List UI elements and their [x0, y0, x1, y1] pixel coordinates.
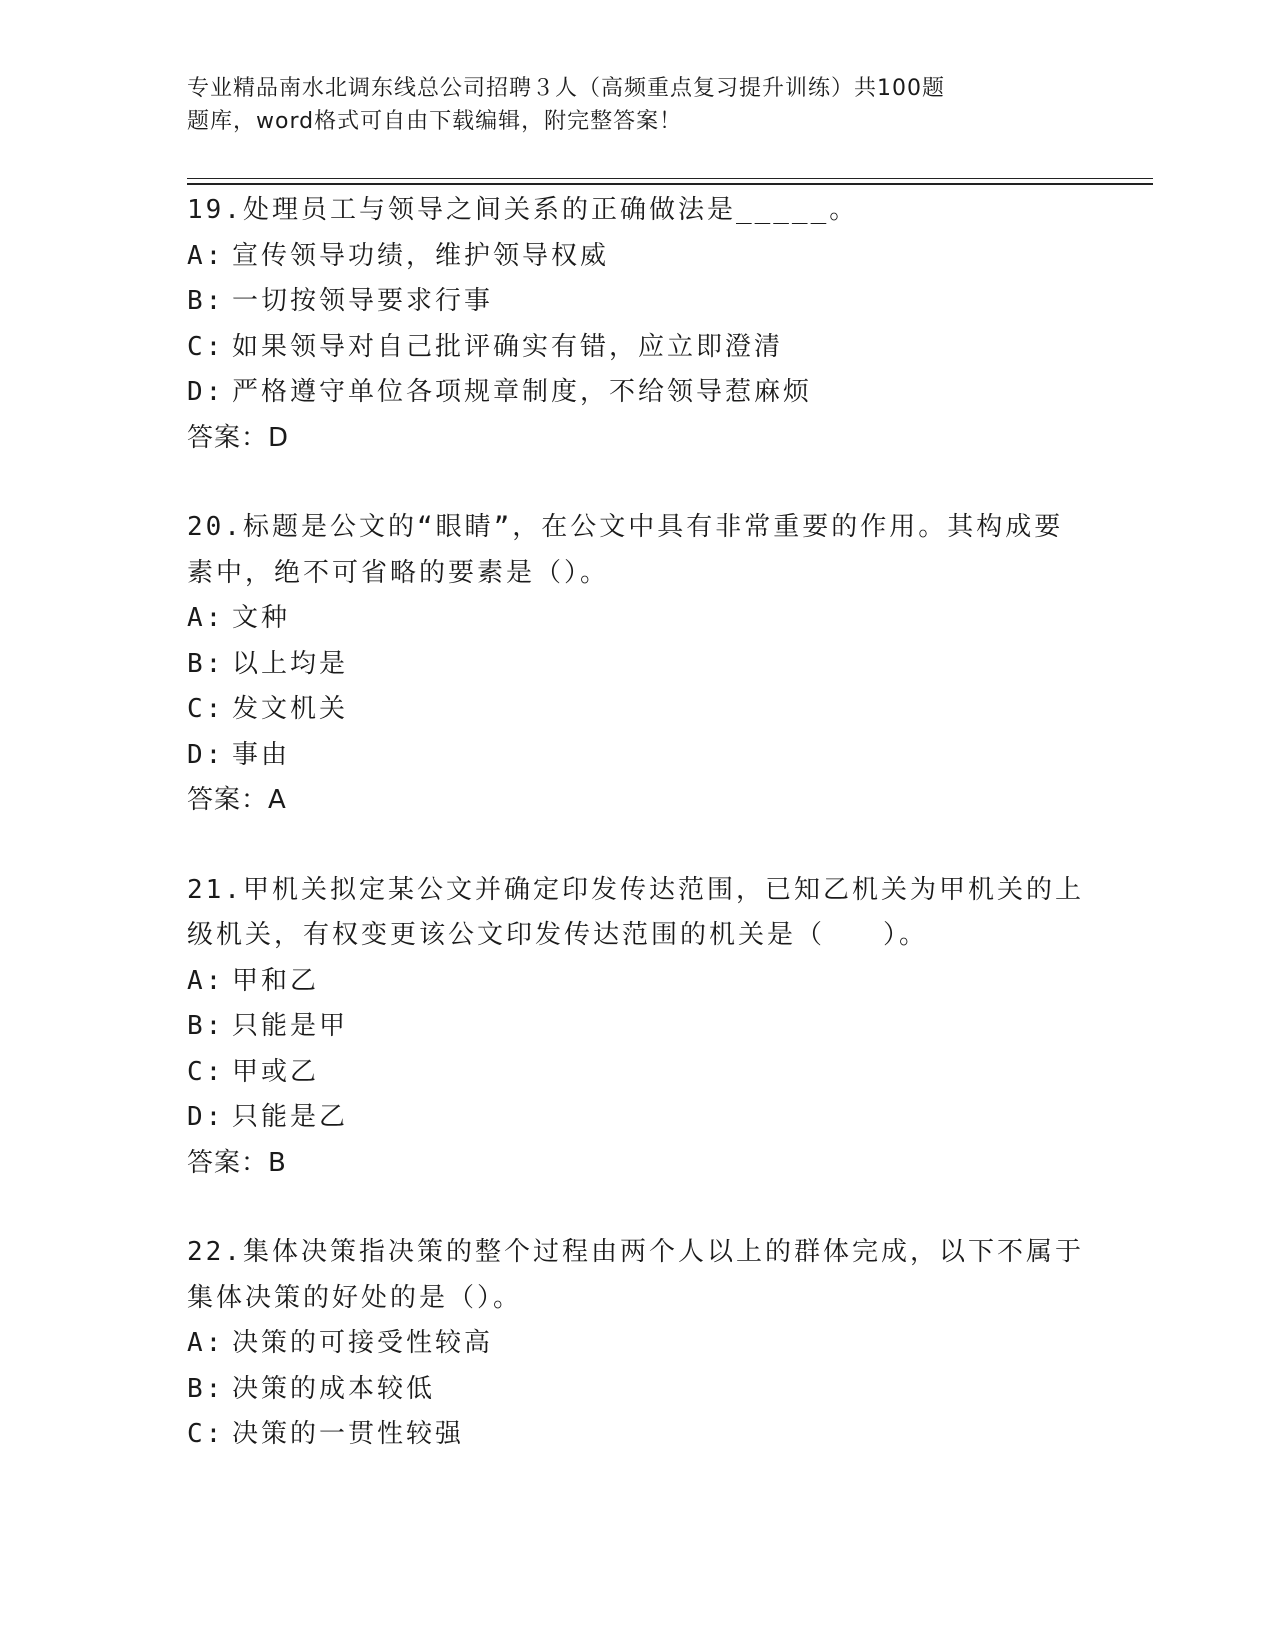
option-d: [187, 370, 1087, 416]
option-text: 决策的成本较低: [232, 1373, 436, 1404]
answer-line: 答案：B: [187, 1147, 287, 1178]
option-a: [187, 596, 1087, 642]
option-key: B:: [187, 1011, 225, 1041]
option-a: [187, 1321, 1087, 1367]
question-20: [187, 505, 1087, 824]
option-text: 严格遵守单位各项规章制度，不给领导惹麻烦: [232, 377, 813, 407]
option-key: A:: [187, 603, 225, 633]
option-d: [187, 733, 1087, 779]
option-key: A:: [187, 965, 225, 996]
option-key: D:: [187, 377, 225, 407]
option-text: 只能是甲: [232, 1011, 349, 1041]
option-text: 文种: [232, 603, 291, 633]
option-key: B:: [187, 1373, 225, 1404]
header-line-1: 专业精品南水北调东线总公司招聘３人（高频重点复习提升训练）共100题: [187, 76, 945, 101]
document-header: [187, 72, 1067, 138]
question-stem: 21.甲机关拟定某公文并确定印发传达范围，已知乙机关为甲机关的上级机关，有权变更该公文印发传达范围的机关是（ ）。: [187, 874, 1084, 950]
question-19: [187, 188, 1087, 461]
header-divider-thin: [187, 178, 1153, 179]
option-key: C:: [187, 1419, 225, 1449]
question-21: [187, 868, 1087, 1187]
option-key: C:: [187, 331, 225, 362]
option-b: [187, 1367, 1087, 1413]
option-key: B:: [187, 286, 225, 316]
question-list: [187, 188, 1087, 1502]
option-a: [187, 234, 1087, 280]
option-text: 以上均是: [232, 648, 349, 679]
option-text: 决策的一贯性较强: [232, 1419, 465, 1449]
option-key: D:: [187, 1102, 225, 1132]
option-key: D:: [187, 739, 225, 770]
option-b: [187, 1004, 1087, 1050]
answer-line: 答案：D: [187, 422, 290, 453]
option-text: 宣传领导功绩，维护领导权威: [232, 240, 610, 271]
option-c: [187, 1050, 1087, 1096]
question-22: [187, 1230, 1087, 1458]
option-text: 甲和乙: [232, 965, 320, 996]
option-key: B:: [187, 648, 225, 679]
option-b: [187, 279, 1087, 325]
option-c: [187, 687, 1087, 733]
option-text: 一切按领导要求行事: [232, 286, 494, 316]
option-text: 决策的可接受性较高: [232, 1328, 494, 1358]
option-key: C:: [187, 1056, 225, 1087]
option-c: [187, 1412, 1087, 1458]
answer-line: 答案：A: [187, 785, 287, 815]
option-key: A:: [187, 240, 225, 271]
option-text: 只能是乙: [232, 1102, 349, 1132]
option-c: [187, 325, 1087, 371]
option-a: [187, 959, 1087, 1005]
option-text: 如果领导对自己批评确实有错，应立即澄清: [232, 331, 784, 362]
option-d: [187, 1095, 1087, 1141]
option-key: C:: [187, 694, 225, 724]
option-text: 甲或乙: [232, 1056, 320, 1087]
question-stem: 20.标题是公文的“眼睛”，在公文中具有非常重要的作用。其构成要素中，绝不可省略的要素是（）。: [187, 512, 1064, 588]
question-stem: 19.处理员工与领导之间关系的正确做法是_____。: [187, 195, 859, 225]
option-text: 事由: [232, 739, 291, 770]
question-stem: 22.集体决策指决策的整个过程由两个人以上的群体完成，以下不属于集体决策的好处的是（）。: [187, 1237, 1084, 1313]
header-line-2: 题库，word格式可自由下载编辑，附完整答案！: [187, 109, 683, 134]
option-text: 发文机关: [232, 694, 349, 724]
option-b: [187, 642, 1087, 688]
header-divider-thick: [187, 183, 1153, 185]
option-key: A:: [187, 1328, 225, 1358]
